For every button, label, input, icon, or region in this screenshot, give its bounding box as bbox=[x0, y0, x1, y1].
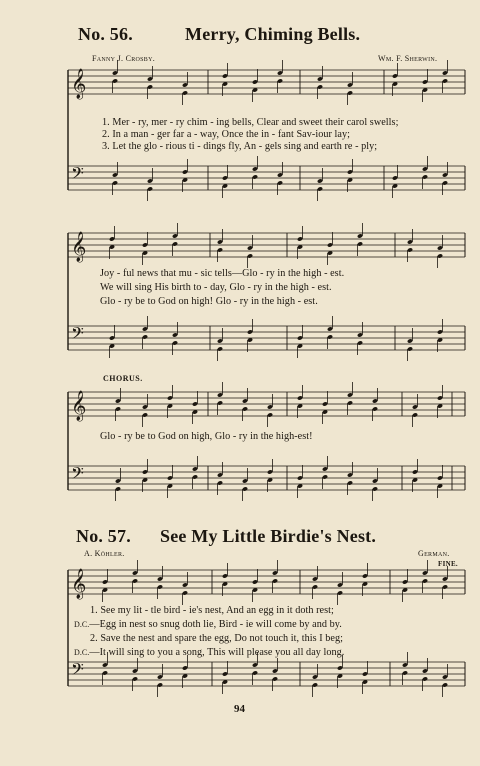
hymn-57-number: No. 57. bbox=[76, 526, 131, 546]
hymn-56-composer: Wm. F. Sherwin. bbox=[378, 54, 438, 63]
chorus-label: CHORUS. bbox=[103, 374, 143, 383]
hymn-57-line-2 bbox=[74, 619, 342, 630]
system-4-treble-clef-icon: 𝄞 bbox=[71, 569, 87, 599]
hymn-56-verse-2-line-1: 2. In a man - ger far a - way, Once the in - fant Sav-iour lay; bbox=[102, 129, 351, 140]
hymn-57-line-4-text: —It will sing to you a song, This will please you all day long. bbox=[89, 647, 345, 658]
system-2-bass-clef-icon: 𝄢 bbox=[71, 323, 84, 347]
hymn-56-verse-3-line-1: 3. Let the glo - rious ti - dings fly, An - gels sing and earth re - ply; bbox=[102, 141, 378, 152]
hymn-56-verse-3-line-2: Glo - ry be to God on high! Glo - ry in the high - est. bbox=[100, 296, 318, 307]
hymn-56-verse-1-line-2: Joy - ful news that mu - sic tells—Glo - ry in the high - est. bbox=[100, 268, 345, 279]
page-number: 94 bbox=[234, 703, 245, 715]
hymn-57-line-3 bbox=[90, 633, 343, 644]
hymn-56-author: Fanny J. Crosby. bbox=[92, 54, 156, 63]
hymn-57-composer: German. bbox=[418, 549, 450, 558]
hymn-57-line-1 bbox=[90, 605, 334, 616]
hymn-56-title: Merry, Chiming Bells. bbox=[185, 24, 361, 44]
hymn-56-number: No. 56. bbox=[78, 24, 133, 44]
dc-marking: D.C. bbox=[74, 648, 90, 657]
fine-marking: FINE. bbox=[438, 560, 458, 568]
hymn-57-line-2-text: —Egg in nest so snug doth lie, Bird - ie will come by and by. bbox=[89, 619, 342, 630]
hymn-57-title: See My Little Birdie's Nest. bbox=[160, 526, 377, 546]
system-1-bass-clef-icon: 𝄢 bbox=[71, 163, 84, 187]
system-1-treble-clef-icon: 𝄞 bbox=[71, 69, 87, 99]
system-4-bass-clef-icon: 𝄢 bbox=[71, 659, 84, 683]
hymn-57-line-3-text: 2. Save the nest and spare the egg, Do not touch it, this I beg; bbox=[90, 633, 344, 644]
hymn-57-author: A. Köhler. bbox=[84, 549, 125, 558]
dc-marking: D.C. bbox=[74, 620, 90, 629]
hymn-57-line-1-text: 1. See my lit - tle bird - ie's nest, And an egg in it doth rest; bbox=[90, 605, 334, 616]
hymn-56-verse-1-line-1: 1. Mer - ry, mer - ry chim - ing bells, Clear and sweet their carol swells; bbox=[102, 117, 399, 128]
hymn-56-verse-2-line-2: We will sing His birth to - day, Glo - ry in the high - est. bbox=[100, 282, 332, 293]
chorus-lyric: Glo - ry be to God on high, Glo - ry in the high-est! bbox=[100, 431, 313, 442]
hymn-57-line-4 bbox=[74, 647, 344, 658]
system-3-bass-clef-icon: 𝄢 bbox=[71, 463, 84, 487]
system-2-treble-clef-icon: 𝄞 bbox=[71, 232, 87, 262]
system-3-treble-clef-icon: 𝄞 bbox=[71, 391, 87, 421]
